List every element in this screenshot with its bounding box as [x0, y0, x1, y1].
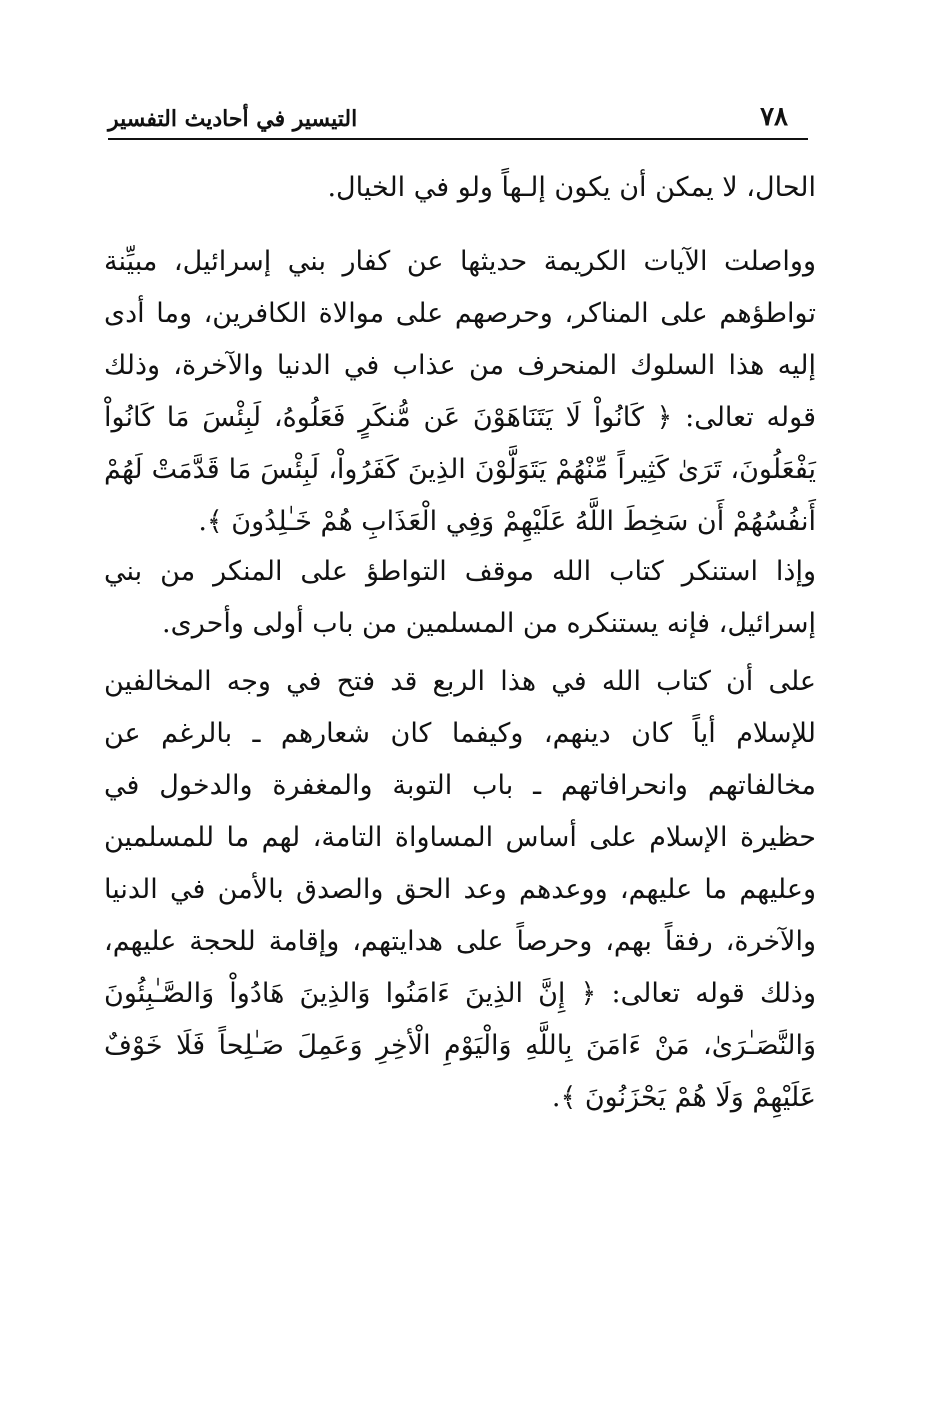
page-number: ٧٨ [760, 102, 788, 132]
paragraph-2-text: وواصلت الآيات الكريمة حديثها عن كفار بني إسرائيل، مبيِّنة تواطؤهم على المناكر، وحرصهم على موالاة الكافرين، وما أدى إليه هذا السلوك المنحرف من عذاب في الدنيا والآخرة، وذلك قوله تعالى: [104, 246, 816, 433]
paragraph-2-end: . [198, 506, 207, 537]
running-title: التيسير في أحاديث التفسير [108, 106, 358, 132]
quran-verse-2: ﴿ إِنَّ الذِينَ ءَامَنُوا وَالذِينَ هَادُواْ وَالصَّـٰبِئُونَ وَالنَّصَـٰرَىٰ، مَنْ ءَامَنَ بِاللَّهِ وَالْيَوْمِ الْأخِرِ وَعَمِلَ صَـٰلِحاً فَلَا خَوْفٌ عَلَيْهِمْ وَلَا هُمْ يَحْزَنُونَ ﴾ [104, 978, 816, 1113]
paragraph-4-text: على أن كتاب الله في هذا الربع قد فتح في وجه المخالفين للإسلام أياً كان دينهم، وكيفما كان شعارهم ـ بالرغم عن مخالفاتهم وانحرافاتهم ـ باب التوبة والمغفرة والدخول في حظيرة الإسلام على أساس المساواة التامة، لهم ما للمسلمين وعليهم ما عليهم، ووعدهم وعد الحق والصدق بالأمن في الدنيا والآخرة، رفقاً بهم، وحرصاً على هدايتهم، وإقامة للحجة عليهم، وذلك قوله تعالى: [104, 666, 816, 1009]
page-header [108, 98, 808, 140]
paragraph-4-end: . [551, 1082, 561, 1113]
paragraph-3-text: وإذا استنكر كتاب الله موقف التواطؤ على المنكر من بني إسرائيل، فإنه يستنكره من المسلمين من باب أولى وأحرى. [104, 556, 816, 639]
paragraph-2 [104, 236, 816, 548]
quran-verse-1: ﴿ كَانُواْ لَا يَتَنَاهَوْنَ عَن مُّنكَرٍ فَعَلُوهُ، لَبِئْسَ مَا كَانُواْ يَفْعَلُونَ، تَرَىٰ كَثِيراً مِّنْهُمْ يَتَوَلَّوْنَ الذِينَ كَفَرُواْ، لَبِئْسَ مَا قَدَّمَتْ لَهُمْ أَنفُسُهُمْ أَن سَخِطَ اللَّهُ عَلَيْهِمْ وَفِي الْعَذَابِ هُمْ خَـٰلِدُونَ ﴾ [104, 402, 816, 537]
paragraph-1 [104, 162, 816, 214]
paragraph-3 [104, 546, 816, 650]
paragraph-1-text: الحال، لا يمكن أن يكون إلـهاً ولو في الخيال. [327, 172, 816, 203]
paragraph-4 [104, 656, 816, 1124]
